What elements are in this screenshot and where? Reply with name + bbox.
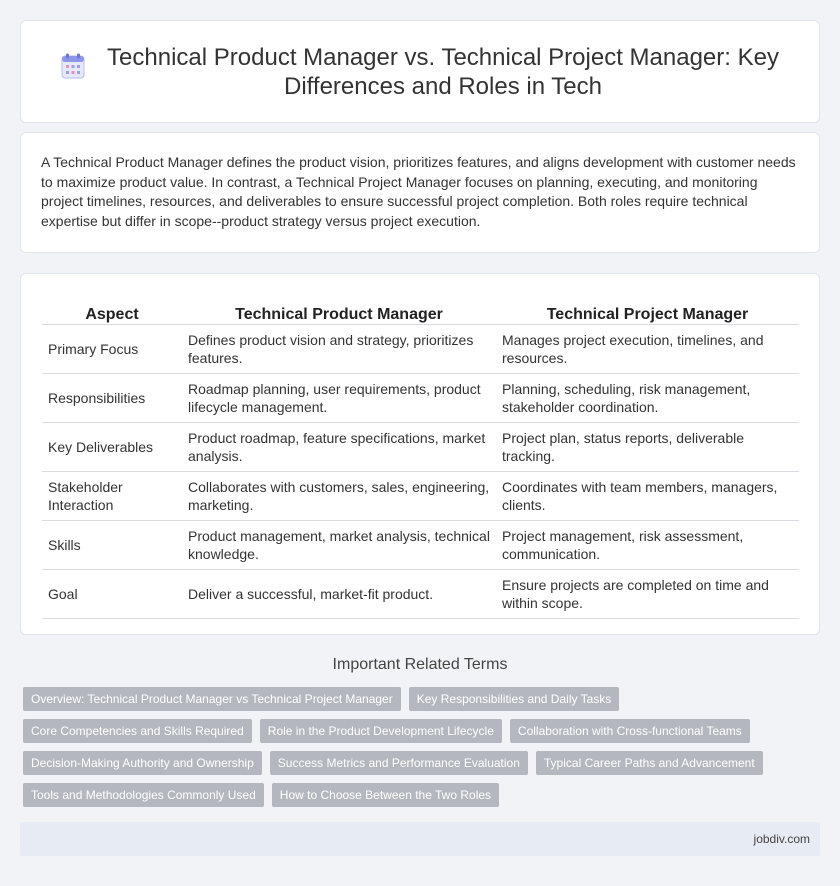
table-row	[42, 324, 799, 373]
product-manager-cell: Collaborates with customers, sales, engineering, marketing.	[182, 471, 496, 520]
footer	[20, 822, 820, 856]
aspect-cell: Stakeholder Interaction	[42, 471, 182, 520]
aspect-cell: Goal	[42, 569, 182, 618]
header-project-manager: Technical Project Manager	[496, 294, 799, 324]
aspect-cell: Skills	[42, 520, 182, 569]
related-term-tag[interactable]: Typical Career Paths and Advancement	[536, 751, 763, 775]
related-term-tag[interactable]: Core Competencies and Skills Required	[23, 719, 252, 743]
related-terms-list	[23, 687, 783, 815]
related-term-tag[interactable]: How to Choose Between the Two Roles	[272, 783, 499, 807]
project-manager-cell: Coordinates with team members, managers, clients.	[496, 471, 799, 520]
product-manager-cell: Defines product vision and strategy, prioritizes features.	[182, 324, 496, 373]
related-term-tag[interactable]: Key Responsibilities and Daily Tasks	[409, 687, 620, 711]
title-card	[20, 20, 820, 123]
related-term-tag[interactable]: Success Metrics and Performance Evaluation	[270, 751, 528, 775]
project-manager-cell: Project management, risk assessment, communication.	[496, 520, 799, 569]
intro-paragraph: A Technical Product Manager defines the product vision, prioritizes features, and aligns development with customer needs to maximize product value. In contrast, a Technical Project Manager focuses on planning, executing, and monitoring project timelines, resources, and deliverables to ensure successful project completion. Both roles require technical expertise but differ in scope--product strategy versus project execution.	[41, 154, 796, 229]
product-manager-cell: Deliver a successful, market-fit product.	[182, 569, 496, 618]
related-term-tag[interactable]: Collaboration with Cross-functional Teams	[510, 719, 750, 743]
table-row	[42, 422, 799, 471]
project-manager-cell: Project plan, status reports, deliverable tracking.	[496, 422, 799, 471]
table-row	[42, 569, 799, 618]
intro-card	[20, 132, 820, 253]
header-aspect: Aspect	[42, 294, 182, 324]
related-term-tag[interactable]: Decision-Making Authority and Ownership	[23, 751, 262, 775]
related-term-tag[interactable]: Overview: Technical Product Manager vs Technical Project Manager	[23, 687, 401, 711]
related-term-tag[interactable]: Role in the Product Development Lifecycle	[260, 719, 502, 743]
aspect-cell: Primary Focus	[42, 324, 182, 373]
product-manager-cell: Product roadmap, feature specifications, market analysis.	[182, 422, 496, 471]
table-row	[42, 520, 799, 569]
table-header-row	[42, 294, 799, 324]
related-terms-title: Important Related Terms	[332, 656, 508, 673]
related-term-tag[interactable]: Tools and Methodologies Commonly Used	[23, 783, 264, 807]
page-title: Technical Product Manager vs. Technical Project Manager: Key Differences and Roles in Tech	[107, 43, 779, 100]
aspect-cell: Key Deliverables	[42, 422, 182, 471]
aspect-cell: Responsibilities	[42, 373, 182, 422]
product-manager-cell: Product management, market analysis, technical knowledge.	[182, 520, 496, 569]
table-row	[42, 373, 799, 422]
comparison-card	[20, 273, 820, 635]
project-manager-cell: Manages project execution, timelines, and resources.	[496, 324, 799, 373]
calendar-icon	[61, 53, 85, 79]
comparison-table	[42, 294, 799, 619]
project-manager-cell: Planning, scheduling, risk management, stakeholder coordination.	[496, 373, 799, 422]
project-manager-cell: Ensure projects are completed on time and within scope.	[496, 569, 799, 618]
header-product-manager: Technical Product Manager	[182, 294, 496, 324]
product-manager-cell: Roadmap planning, user requirements, product lifecycle management.	[182, 373, 496, 422]
table-row	[42, 471, 799, 520]
title-wrap	[61, 43, 779, 101]
footer-site-link[interactable]: jobdiv.com	[753, 832, 810, 846]
